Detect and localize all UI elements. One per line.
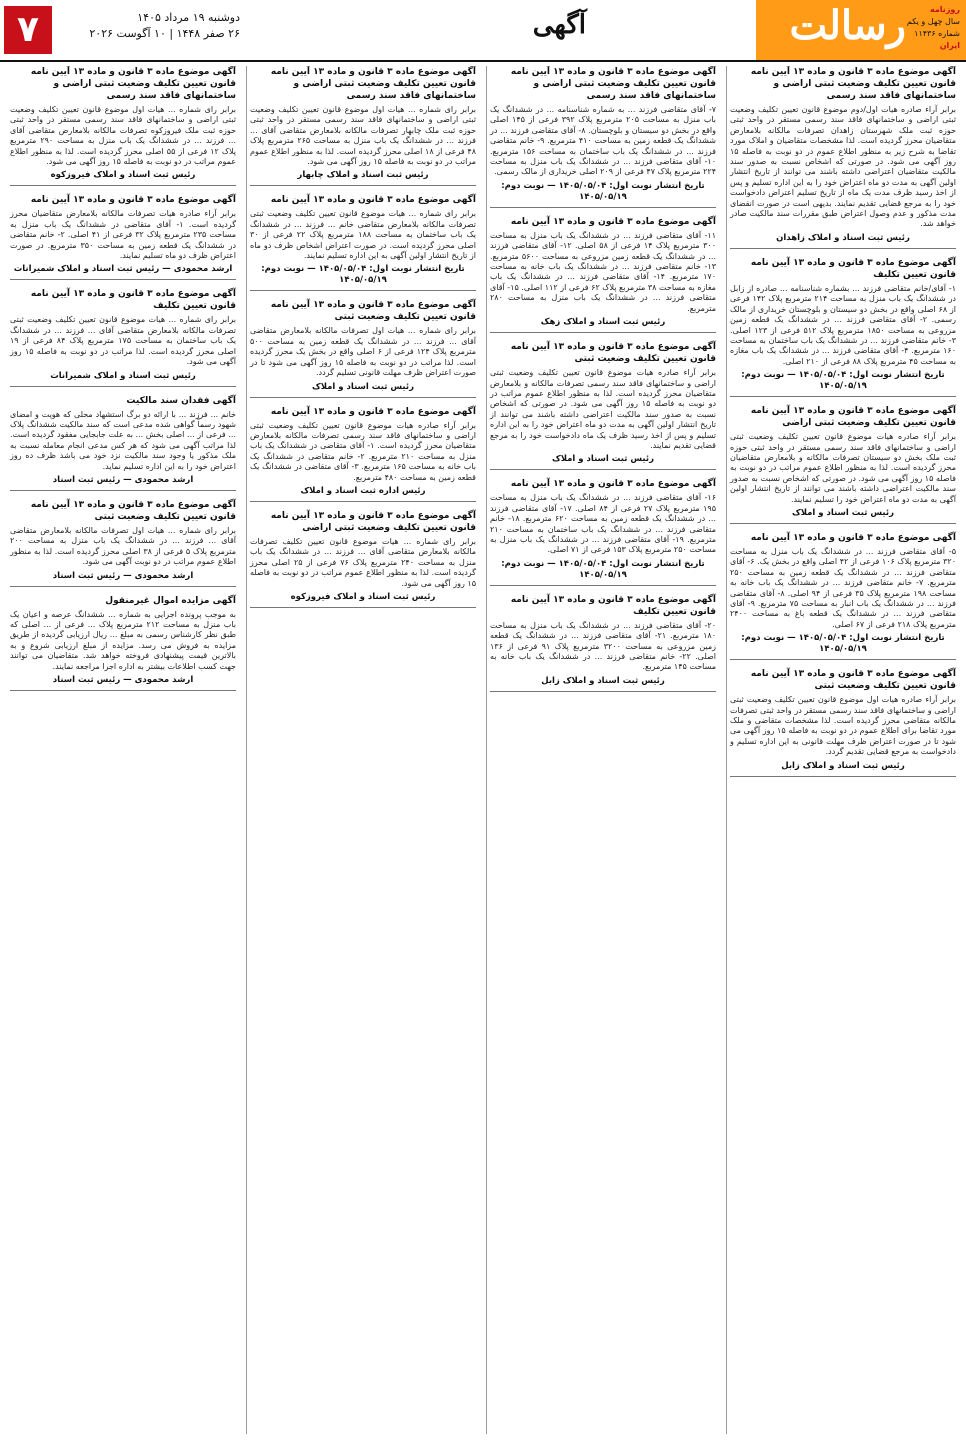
ad-separator [250,607,476,608]
ad-signature: رئیس ثبت اسناد و املاک زاهدان [776,232,910,243]
ad-signature: رئیس ثبت اسناد و املاک [552,454,654,465]
ad-heading: آگهی موضوع ماده ۳ قانون و ماده ۱۳ آیین نامه قانون تعیین تکلیف وضعیت ثبتی [750,669,956,692]
ad-separator [10,185,236,186]
ad-notice [250,299,476,397]
ad-separator [730,248,956,249]
ad-body-text: خانم ... فرزند ... با ارائه دو برگ استشهاد محلی که هویت و امضای شهود رسماً گواهی شده مدعی است که سند مالکیت ششدانگ پلاک ... فرعی از ... اصلی بخش ... به علت جابجایی مفقود گردیده است. لذا مراتب آگهی می شود که هر کس مدعی انجام معامله نسبت به ملک مذکور یا وجود سند مالکیت نزد خود می باشد ظرف ده روز اعتراض خود را به این اداره تسلیم نماید. [10,409,236,471]
ad-notice [250,510,476,608]
column-3 [246,66,480,1434]
ad-signature: رئیس ثبت اسناد و املاک فیروزکوه [50,170,196,181]
ad-separator [730,396,956,397]
ad-notice [730,532,956,660]
ad-body-text: برابر آراء صادره هیات اول موضوع قانون تعیین تکلیف وضعیت ثبتی اراضی و ساختمانهای فاقد سند رسمی مستقر در واحد ثبتی تصرفات مالکانه متقاضی محرز گردیده است. لذا مشخصات متقاضی و ملک مورد تقاضا برای اطلاع عموم در دو نوبت به فاصله ۱۵ روز آگهی می شود تا در صورت اعتراض ظرف مهلت قانونی به این اداره تسلیم و دادخواست به مرجع قضایی تقدیم گردد. [730,695,957,757]
ad-body-text: برابر رای شماره ... هیات اول موضوع قانون تعیین تکلیف وضعیت ثبتی اراضی و ساختمانهای فاقد سند رسمی مستقر در واحد ثبتی حوزه ثبت ملک چابهار تصرفات مالکانه بلامعارض متقاضی آقای ... فرزند ... در ششدانگ یک باب منزل به مساحت ۲۶۵ مترمربع پلاک ۴۸ فرعی از ۱۸ اصلی محرز گردیده است. لذا به منظور اطلاع عموم مراتب در دو نوبت به فاصله ۱۵ روز آگهی می شود. [250,105,476,167]
ad-heading: آگهی موضوع ماده ۳ قانون و ماده ۱۳ آیین نامه قانون تعیین تکلیف [30,289,236,312]
brand-year: سال چهل و یکم [906,17,960,26]
ad-heading: آگهی موضوع ماده ۳ قانون و ماده ۱۳ آیین نامه قانون تعیین تکلیف [750,257,956,280]
ad-heading: آگهی موضوع ماده ۳ قانون و ماده ۱۳ آیین نامه قانون تعیین تکلیف [510,594,716,617]
ad-notice [250,194,476,291]
brand-block [756,0,966,60]
ad-signature: تاریخ انتشار نوبت اول: ۱۴۰۵/۰۵/۰۴ — نوبت دوم: ۱۴۰۵/۰۵/۱۹ [741,370,945,392]
ad-body-text: ۱۶- آقای متقاضی فرزند ... در ششدانگ یک باب منزل به مساحت ۱۹۵ مترمربع پلاک ۲۷ فرعی از ۸۴ اصلی. ۱۷- آقای متقاضی فرزند ... در ششدانگ یک قطعه زمین به مساحت ۶۲۰ مترمربع. ۱۸- خانم متقاضی فرزند ... در ششدانگ یک باب ساختمان به مساحت ۲۱۰ مترمربع. ۱۹- آقای متقاضی فرزند ... در ششدانگ یک باب منزل به مساحت ۲۵۰ مترمربع پلاک ۱۵۳ فرعی از ۷۱ اصلی. [490,493,716,555]
ad-heading: آگهی موضوع ماده ۳ قانون و ماده ۱۳ آیین نامه قانون تعیین تکلیف وضعیت ثبتی [30,499,236,522]
ad-notice [730,66,956,249]
ad-signature: تاریخ انتشار نوبت اول: ۱۴۰۵/۰۵/۰۴ — نوبت دوم: ۱۴۰۵/۰۵/۱۹ [501,558,705,580]
ad-body-text: ۵- آقای متقاضی فرزند ... در ششدانگ یک باب منزل به مساحت ۳۲۰ مترمربع پلاک ۱۰۶ فرعی از ۴۲ اصلی واقع در بخش یک. ۶- آقای متقاضی فرزند ... در ششدانگ یک قطعه زمین به مساحت ۲۵۰ مترمربع. ۷- خانم متقاضی فرزند ... در ششدانگ یک باب خانه به مساحت ۱۹۸ مترمربع پلاک ۳۵ فرعی از ۹۴ اصلی. ۸- آقای متقاضی فرزند ... در ششدانگ یک باب انبار به مساحت ۷۵ مترمربع. ۹- آقای متقاضی فرزند ... در ششدانگ یک قطعه باغ به مساحت ۲۴۰۰ مترمربع پلاک ۲۱۸ فرعی از ۶۷ اصلی. [730,546,956,629]
ad-body-text: ۱- آقای/خانم متقاضی فرزند ... بشماره شناسنامه ... صادره از زابل در ششدانگ یک باب منزل به مساحت ۲۱۴ مترمربع پلاک ۱۴۲ فرعی از ۶۸ اصلی واقع در بخش دو سیستان و بلوچستان خریداری از مالک رسمی. ۲- آقای متقاضی فرزند ... در ششدانگ یک قطعه زمین مزروعی به مساحت ۱۸۵۰ مترمربع پلاک ۵۱۲ فرعی از ۱۲۳ اصلی. ۳- خانم متقاضی فرزند ... در ششدانگ یک باب ساختمان به مساحت ۱۶۰ مترمربع. ۴- آقای متقاضی فرزند ... در ششدانگ یک باب مغازه به مساحت ۴۵ مترمربع پلاک ۸۸ فرعی از ۲۱۰ اصلی. [730,283,957,366]
ad-heading: آگهی فقدان سند مالکیت [126,395,236,406]
column-1 [726,66,960,1434]
page-header [0,0,966,62]
ad-body-text: ۱۱- آقای متقاضی فرزند ... در ششدانگ یک باب منزل به مساحت ۳۰۰ مترمربع پلاک ۱۴ فرعی از ۵۸ اصلی. ۱۲- آقای متقاضی فرزند ... در ششدانگ یک قطعه زمین مزروعی به مساحت ۵۶۰۰ مترمربع. ۱۳- خانم متقاضی فرزند ... در ششدانگ یک باب خانه به مساحت ۱۷۰ مترمربع. ۱۴- آقای متقاضی فرزند ... در ششدانگ یک باب مغازه به مساحت ۳۸ مترمربع پلاک ۶۲ فرعی از ۱۱۲ اصلی. ۱۵- آقای متقاضی فرزند ... در ششدانگ یک باب منزل به مساحت ۲۸۰ مترمربع. [490,230,716,313]
ad-heading: آگهی موضوع ماده ۳ قانون و ماده ۱۳ آیین نامه [510,216,716,227]
brand-logo: رسالت [789,2,906,49]
ad-body-text: برابر رای شماره ... هیات موضوع قانون تعیین تکلیف وضعیت ثبتی تصرفات مالکانه بلامعارض متقاضی آقای ... فرزند ... در ششدانگ یک باب ساختمان به مساحت ۱۷۵ مترمربع پلاک ۸۴ فرعی از ۱۹ اصلی محرز گردیده است. لذا مراتب در دو نوبت به فاصله ۱۵ روز آگهی می شود. [10,315,236,367]
ad-heading: آگهی موضوع ماده ۳ قانون و ماده ۱۳ آیین نامه قانون تعیین تکلیف وضعیت ثبتی اراضی [750,406,956,429]
ad-heading: آگهی موضوع ماده ۳ قانون و ماده ۱۳ آیین نامه [750,532,956,543]
ad-notice [490,216,716,333]
ad-body-text: برابر آراء صادره هیات موضوع قانون تعیین تکلیف وضعیت ثبتی اراضی و ساختمانهای فاقد سند رسمی تصرفات مالکانه و بلامعارض متقاضیان محرز گردیده است. لذا به منظور اطلاع عموم مراتب در دو نوبت به فاصله ۱۵ روز آگهی می شود. در صورتی که اشخاص نسبت به صدور سند مالکیت اعتراضی داشته باشند می توانند از تاریخ انتشار اولین آگهی به مدت دو ماه اعتراض خود را به این اداره تسلیم و پس از اخذ رسید ظرف یک ماه دادخواست خود را به مرجع قضایی تقدیم نمایند. [490,368,716,450]
ad-notice [490,478,716,585]
ad-separator [730,776,956,777]
ad-heading: آگهی موضوع ماده ۳ قانون و ماده ۱۳ آیین نامه قانون تعیین تکلیف وضعیت ثبتی [270,300,476,323]
ad-separator [490,332,716,333]
ad-separator [10,690,236,691]
ad-separator [490,691,716,692]
ad-notice [10,395,236,491]
column-2 [486,66,720,1434]
ad-separator [250,501,476,502]
ad-separator [250,185,476,186]
ad-body-text: برابر آراء صادره هیات موضوع قانون تعیین تکلیف وضعیت ثبتی اراضی و ساختمانهای فاقد سند رسمی مستقر در واحد ثبتی حوزه ثبت ملک بخش دو سیستان تصرفات مالکانه و بلامعارض متقاضیان محرز گردیده است. لذا به منظور اطلاع عموم مراتب در دو نوبت به فاصله ۱۵ روز آگهی می شود. در صورتی که اشخاص نسبت به صدور سند مالکیت اعتراضی داشته باشند می توانند از تاریخ انتشار اولین آگهی به مدت دو ماه اعتراض خود را تسلیم نمایند. [730,432,956,504]
date-line-2: ۲۶ صفر ۱۴۴۸ | ۱۰ آگوست ۲۰۲۶ [89,27,240,40]
ad-heading: آگهی موضوع ماده ۳ قانون و ماده ۱۳ آیین نامه قانون تعیین تکلیف وضعیت ثبتی اراضی و ساختمانهای فاقد سند رسمی [30,67,236,101]
ad-separator [490,469,716,470]
ad-heading: آگهی موضوع ماده ۳ قانون و ماده ۱۳ آیین نامه قانون تعیین تکلیف وضعیت ثبتی [510,342,716,365]
ad-signature: رئیس ثبت اسناد و املاک زهک [540,317,666,328]
ad-notice [10,288,236,386]
ad-signature: رئیس ثبت اسناد و املاک شمیرانات [50,370,196,381]
ad-notice [10,595,236,691]
ad-signature: رئیس ثبت اسناد و املاک چابهار [297,170,429,181]
ad-signature: تاریخ انتشار نوبت اول: ۱۴۰۵/۰۵/۰۴ — نوبت دوم: ۱۴۰۵/۰۵/۱۹ [261,264,465,286]
ad-notice [250,66,476,186]
ad-signature: ارشد محمودی — رئیس ثبت اسناد [52,570,194,581]
ad-signature: رئیس ثبت اسناد و املاک زابل [781,760,905,771]
brand-meta [904,4,960,52]
ad-separator [490,207,716,208]
ad-notice [250,406,476,502]
ad-signature: ارشد محمودی — رئیس ثبت اسناد و املاک شمیرانات [13,264,233,275]
ad-body-text: برابر آراء صادره هیات تصرفات مالکانه بلامعارض متقاضیان محرز گردیده است. ۱- آقای متقاضی در ششدانگ یک باب منزل به مساحت ۲۳۵ مترمربع پلاک ۳۲ فرعی از ۴۱ اصلی. ۲- خانم متقاضی در ششدانگ یک قطعه زمین به مساحت ۳۵۰ مترمربع. در صورت اعتراض ظرف دو ماه تسلیم نمایند. [10,209,237,261]
ad-separator [10,279,236,280]
ad-body-text: برابر رای شماره ... هیات اول تصرفات مالکانه بلامعارض متقاضی آقای ... فرزند ... در ششدانگ یک باب منزل به مساحت ۲۰۰ مترمربع پلاک ۵ فرعی از ۳۸ اصلی محرز گردیده است. لذا به منظور اطلاع عموم مراتب در دو نوبت آگهی می شود. [10,525,237,567]
ad-body-text: برابر آراء صادره هیات اول/دوم موضوع قانون تعیین تکلیف وضعیت ثبتی اراضی و ساختمانهای فاقد سند رسمی مستقر در واحد ثبتی حوزه ثبت ملک شهرستان زاهدان تصرفات مالکانه بلامعارض متقاضیان محرز گردیده است. لذا مشخصات متقاضیان و املاک مورد تقاضا به شرح زیر به منظور اطلاع عموم در دو نوبت به فاصله ۱۵ روز آگهی می شود. در صورتی که اشخاص نسبت به صدور سند مالکیت متقاضیان اعتراضی داشته باشند می توانند از تاریخ انتشار اولین آگهی به مدت دو ماه اعتراض خود را به این اداره تسلیم و پس از اخذ رسید ظرف مدت یک ماه از تاریخ تسلیم اعتراض دادخواست خود را به مرجع قضایی تقدیم نمایند. بدیهی است در صورت انقضای مدت مذکور و عدم وصول اعتراض طبق مقررات سند مالکیت صادر خواهد شد. [730,105,956,229]
ad-separator [250,397,476,398]
ad-notice [730,405,956,524]
ad-heading: آگهی مزایده اموال غیرمنقول [105,595,236,606]
brand-issue: شماره ۱۱۴۳۶ [914,29,960,38]
ad-heading: آگهی موضوع ماده ۳ قانون و ماده ۱۳ آیین نامه [30,195,236,206]
ad-notice [730,668,956,776]
ad-notice [10,66,236,186]
ad-heading: آگهی موضوع ماده ۳ قانون و ماده ۱۳ آیین نامه [270,406,476,417]
date-block [60,10,240,42]
ad-body-text: برابر رای شماره ... هیات اول تصرفات مالکانه بلامعارض متقاضی آقای ... فرزند ... در ششدانگ یک قطعه زمین به مساحت ۵۰۰ مترمربع پلاک ۱۲۴ فرعی از ۶ اصلی واقع در بخش یک محرز گردیده است. لذا مراتب در دو نوبت به فاصله ۱۵ روز آگهی می شود تا در صورت اعتراض ظرف مهلت قانونی تسلیم گردد. [250,326,476,378]
ad-signature: رئیس ثبت اسناد و املاک [792,507,894,518]
ad-body-text: برابر رای شماره ... هیات اول موضوع قانون تعیین تکلیف وضعیت ثبتی اراضی و ساختمانهای فاقد سند رسمی مستقر در واحد ثبتی حوزه ثبت ملک فیروزکوه تصرفات مالکانه بلامعارض متقاضی آقای ... فرزند ... در ششدانگ یک باب منزل به مساحت ۲۹۰ مترمربع پلاک ۱۲ فرعی از ۵۵ اصلی محرز گردیده است. لذا به منظور اطلاع عموم مراتب در دو نوبت به فاصله ۱۵ روز آگهی می شود. [10,105,236,167]
ad-body-text: برابر رای شماره ... هیات موضوع قانون تعیین تکلیف تصرفات مالکانه بلامعارض متقاضی آقای ... فرزند ... در ششدانگ یک باب منزل به مساحت ۲۴۰ مترمربع پلاک ۷۶ فرعی از ۲۵ اصلی محرز گردیده است. لذا به منظور اطلاع عموم مراتب در دو نوبت به فاصله ۱۵ روز آگهی می شود. [250,536,476,588]
ad-body-text: برابر آراء صادره هیات موضوع قانون تعیین تکلیف وضعیت ثبتی اراضی و ساختمانهای فاقد سند رسمی تصرفات مالکانه بلامعارض متقاضیان محرز گردیده است. ۱- آقای متقاضی در ششدانگ یک باب منزل به مساحت ۲۱۰ مترمربع. ۲- خانم متقاضی در ششدانگ یک باب خانه به مساحت ۱۶۵ مترمربع. ۳- آقای متقاضی در ششدانگ یک قطعه زمین به مساحت ۴۸۰ مترمربع. [250,420,477,482]
column-4 [6,66,240,1434]
ad-heading: آگهی موضوع ماده ۳ قانون و ماده ۱۳ آیین نامه قانون تعیین تکلیف وضعیت ثبتی اراضی و ساختمانهای فاقد سند رسمی [270,67,476,101]
ad-heading: آگهی موضوع ماده ۳ قانون و ماده ۱۳ آیین نامه قانون تعیین تکلیف وضعیت ثبتی اراضی و ساختمانهای فاقد سند رسمی [510,67,716,101]
ad-notice [490,66,716,208]
ad-separator [10,386,236,387]
ad-signature: رئیس ثبت اسناد و املاک زابل [541,675,665,686]
ad-separator [10,490,236,491]
page-number: ۷ [4,6,52,54]
ad-signature: تاریخ انتشار نوبت اول: ۱۴۰۵/۰۵/۰۴ — نوبت دوم: ۱۴۰۵/۰۵/۱۹ [501,180,705,202]
ad-columns [6,66,960,1434]
ad-separator [10,586,236,587]
ad-separator [250,290,476,291]
ad-signature: ارشد محمودی — رئیس ثبت اسناد [52,675,194,685]
ad-heading: آگهی موضوع ماده ۳ قانون و ماده ۱۳ آیین نامه قانون تعیین تکلیف وضعیت ثبتی اراضی [270,510,476,533]
ad-body-text: به موجب پرونده اجرایی به شماره ... ششدانگ عرصه و اعیان یک باب منزل به مساحت ۲۱۲ مترمربع پلاک ... فرعی از ... اصلی که طبق نظر کارشناس رسمی به مبلغ ... ریال ارزیابی گردیده از طریق مزایده به فروش می رسد. مزایده از مبلغ ارزیابی شروع و به بالاترین قیمت پیشنهادی فروخته خواهد شد. متقاضیان می توانند جهت کسب اطلاعات بیشتر به اداره اجرا مراجعه نمایند. [10,609,236,671]
ad-notice [730,257,956,397]
ad-signature: رئیس اداره ثبت اسناد و املاک [300,485,426,496]
ad-heading: آگهی موضوع ماده ۳ قانون و ماده ۱۳ آیین نامه قانون تعیین تکلیف وضعیت ثبتی اراضی و ساختمانهای فاقد سند رسمی [750,67,956,101]
ad-notice [10,499,236,587]
brand-tagline: روزنامه [930,5,960,14]
date-line-1: دوشنبه ۱۹ مرداد ۱۴۰۵ [137,11,240,24]
brand-country: ایران [939,41,960,50]
ad-body-text: ۲۰- آقای متقاضی فرزند ... در ششدانگ یک باب منزل به مساحت ۱۸۰ مترمربع. ۲۱- آقای متقاضی فرزند ... در ششدانگ یک قطعه زمین مزروعی به مساحت ۳۲۰۰ مترمربع پلاک ۹۱ فرعی از ۱۳۶ اصلی. ۲۲- خانم متقاضی فرزند ... در ششدانگ یک باب خانه به مساحت ۱۴۵ مترمربع. [490,620,717,672]
ad-signature: تاریخ انتشار نوبت اول: ۱۴۰۵/۰۵/۰۴ — نوبت دوم: ۱۴۰۵/۰۵/۱۹ [741,633,945,655]
ad-signature: ارشد محمودی — رئیس ثبت اسناد [52,474,194,485]
ad-notice [10,194,236,280]
ad-separator [490,585,716,586]
ad-notice [490,594,716,692]
ad-separator [730,523,956,524]
section-title: آگهی [532,10,586,40]
ad-signature: رئیس ثبت اسناد و املاک فیروزکوه [290,591,436,602]
ad-body-text: ۷- آقای متقاضی فرزند ... به شماره شناسنامه ... در ششدانگ یک باب منزل به مساحت ۲۰۵ مترمربع پلاک ۳۹۲ فرعی از ۱۴۵ اصلی واقع در بخش دو سیستان و بلوچستان. ۸- آقای متقاضی فرزند ... در ششدانگ یک قطعه زمین به مساحت ۴۱۰ مترمربع. ۹- خانم متقاضی فرزند ... در ششدانگ یک باب ساختمان به مساحت ۱۵۶ مترمربع. ۱۰- آقای متقاضی فرزند ... در ششدانگ یک باب منزل به مساحت ۲۲۴ مترمربع پلاک ۴۷ فرعی از ۲۰۹ اصلی خریداری از مالک رسمی. [490,105,717,177]
ad-body-text: برابر رای شماره ... هیات موضوع قانون تعیین تکلیف وضعیت ثبتی تصرفات مالکانه بلامعارض متقاضی خانم ... فرزند ... در ششدانگ یک باب ساختمان به مساحت ۱۸۸ مترمربع پلاک ۲۲ فرعی از ۳۰ اصلی محرز گردیده است. در صورت اعتراض اشخاص ظرف دو ماه از تاریخ انتشار اولین آگهی به این اداره تسلیم نمایند. [250,209,476,261]
ad-signature: رئیس ثبت اسناد و املاک [312,381,414,392]
ad-notice [490,341,716,470]
ad-separator [730,659,956,660]
ad-heading: آگهی موضوع ماده ۳ قانون و ماده ۱۳ آیین نامه [510,479,716,490]
ad-heading: آگهی موضوع ماده ۳ قانون و ماده ۱۳ آیین نامه [270,195,476,206]
